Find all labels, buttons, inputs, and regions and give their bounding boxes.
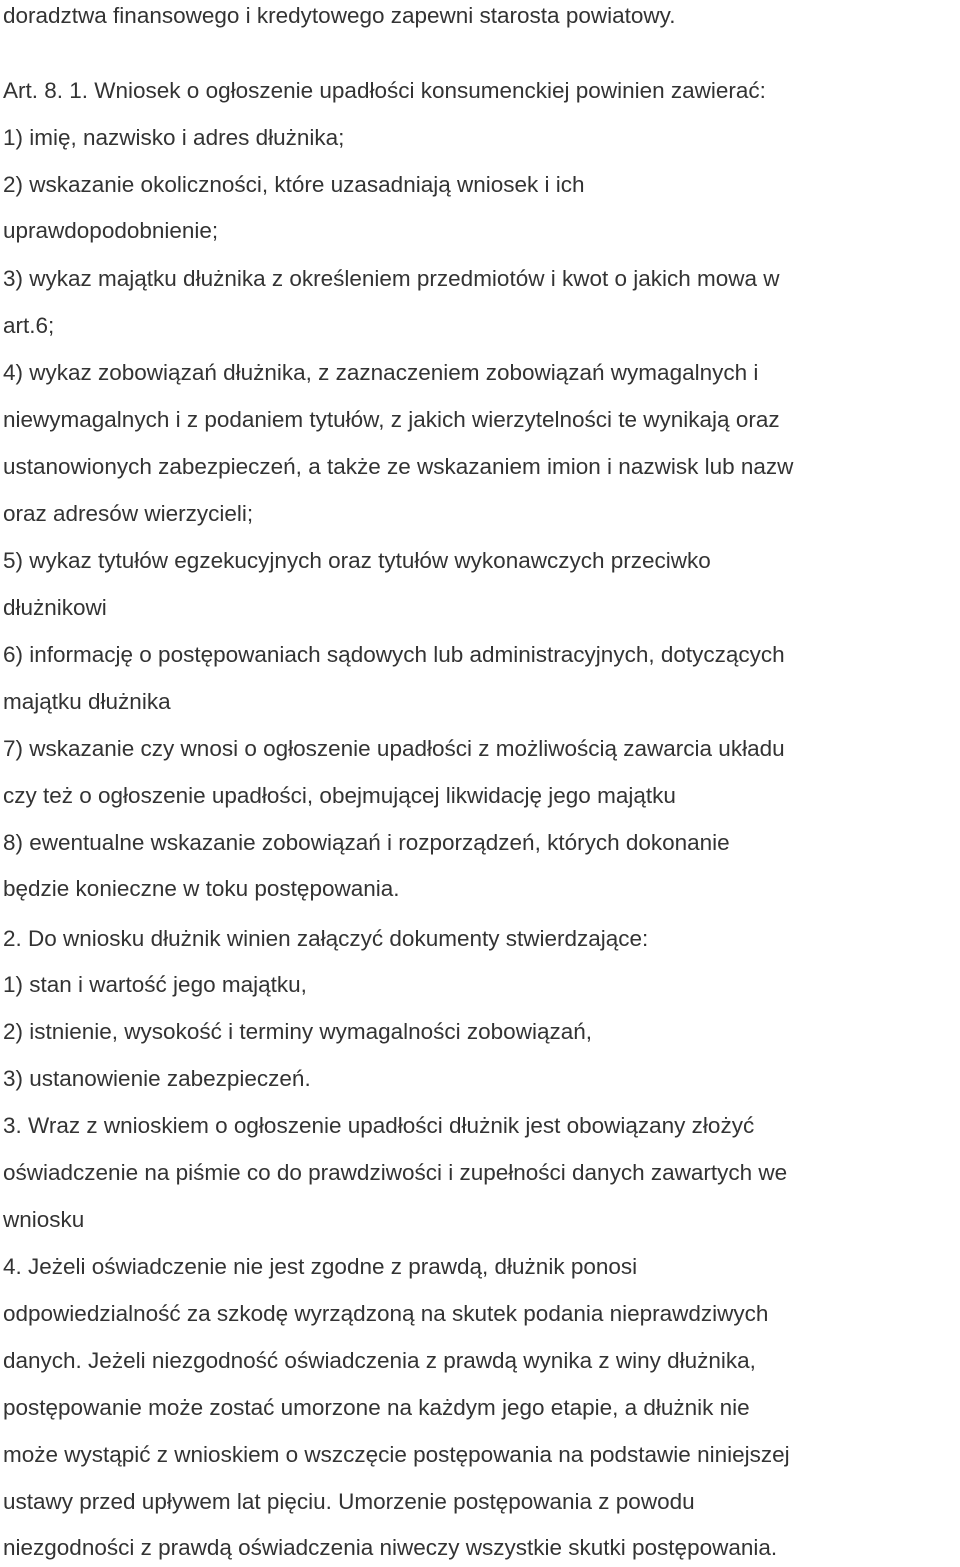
text-line: czy też o ogłoszenie upadłości, obejmującej likwidację jego majątku xyxy=(3,783,676,808)
text-line: dłużnikowi xyxy=(3,595,107,620)
text-line: ustawy przed upływem lat pięciu. Umorzenie postępowania z powodu xyxy=(3,1489,695,1514)
text-line: 3) ustanowienie zabezpieczeń. xyxy=(3,1066,311,1091)
text-line: 5) wykaz tytułów egzekucyjnych oraz tytułów wykonawczych przeciwko xyxy=(3,548,711,573)
text-line: wniosku xyxy=(3,1207,85,1232)
text-line: 6) informację o postępowaniach sądowych lub administracyjnych, dotyczących xyxy=(3,642,785,667)
text-line: 7) wskazanie czy wnosi o ogłoszenie upadłości z możliwością zawarcia układu xyxy=(3,736,785,761)
text-line: niewymagalnych i z podaniem tytułów, z jakich wierzytelności te wynikają oraz xyxy=(3,407,780,432)
text-line: doradztwa finansowego i kredytowego zapewni starosta powiatowy. xyxy=(3,3,676,28)
text-line: 8) ewentualne wskazanie zobowiązań i rozporządzeń, których dokonanie xyxy=(3,830,730,855)
text-line: może wystąpić z wnioskiem o wszczęcie postępowania na podstawie niniejszej xyxy=(3,1442,790,1467)
text-line: 3) wykaz majątku dłużnika z określeniem przedmiotów i kwot o jakich mowa w xyxy=(3,266,780,291)
text-line: niezgodności z prawdą oświadczenia niweczy wszystkie skutki postępowania. xyxy=(3,1535,778,1560)
text-line: będzie konieczne w toku postępowania. xyxy=(3,876,400,901)
text-line: postępowanie może zostać umorzone na każdym jego etapie, a dłużnik nie xyxy=(3,1395,750,1420)
article-8-heading-line: Art. 8. 1. Wniosek o ogłoszenie upadłości konsumenckiej powinien zawierać: xyxy=(3,78,766,103)
text-line: majątku dłużnika xyxy=(3,689,171,714)
section-3-heading-line: 3. Wraz z wnioskiem o ogłoszenie upadłości dłużnik jest obowiązany złożyć xyxy=(3,1113,755,1138)
text-line: 1) stan i wartość jego majątku, xyxy=(3,972,307,997)
text-line: 4) wykaz zobowiązań dłużnika, z zaznaczeniem zobowiązań wymagalnych i xyxy=(3,360,759,385)
text-line: danych. Jeżeli niezgodność oświadczenia z prawdą wynika z winy dłużnika, xyxy=(3,1348,756,1373)
text-line: 2) istnienie, wysokość i terminy wymagalności zobowiązań, xyxy=(3,1019,592,1044)
section-4-heading-line: 4. Jeżeli oświadczenie nie jest zgodne z prawdą, dłużnik ponosi xyxy=(3,1254,638,1279)
text-line: 1) imię, nazwisko i adres dłużnika; xyxy=(3,125,345,150)
text-line: art.6; xyxy=(3,313,55,338)
text-line: ustanowionych zabezpieczeń, a także ze wskazaniem imion i nazwisk lub nazw xyxy=(3,454,794,479)
text-line: odpowiedzialność za szkodę wyrządzoną na skutek podania nieprawdziwych xyxy=(3,1301,769,1326)
text-line: 2) wskazanie okoliczności, które uzasadniają wniosek i ich xyxy=(3,172,585,197)
text-line: uprawdopodobnienie; xyxy=(3,218,219,243)
text-line: oświadczenie na piśmie co do prawdziwości i zupełności danych zawartych we xyxy=(3,1160,788,1185)
section-2-heading-line: 2. Do wniosku dłużnik winien załączyć dokumenty stwierdzające: xyxy=(3,926,649,951)
text-line: oraz adresów wierzycieli; xyxy=(3,501,254,526)
